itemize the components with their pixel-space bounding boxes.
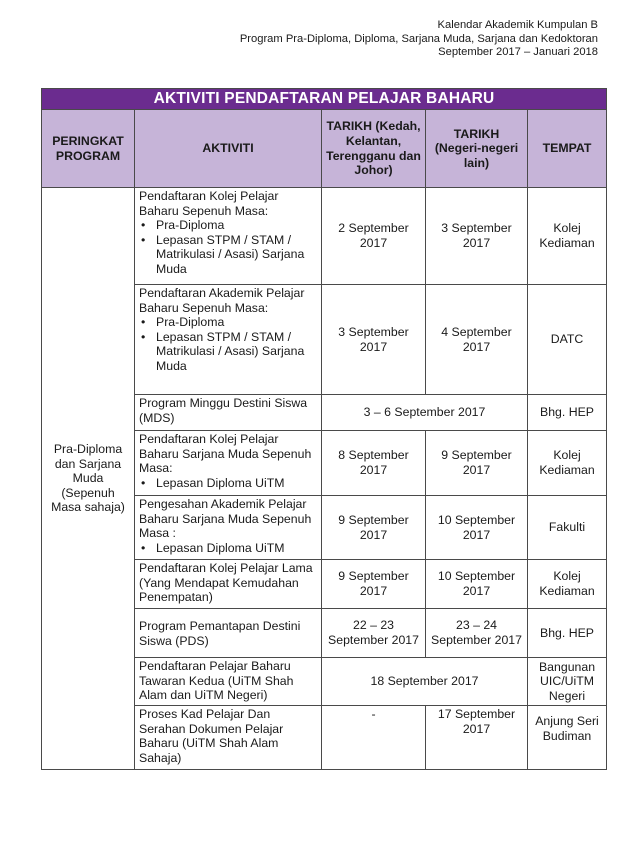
- date-cell-1: 22 – 23 September 2017: [322, 609, 426, 658]
- venue-cell: DATC: [528, 285, 607, 395]
- col-header-aktiviti: AKTIVITI: [135, 110, 322, 188]
- venue-cell: Anjung Seri Budiman: [528, 706, 607, 770]
- date-cell-merged: 18 September 2017: [322, 658, 528, 706]
- venue-cell: Fakulti: [528, 496, 607, 560]
- activity-bullets: [139, 315, 317, 373]
- col-header-tempat: TEMPAT: [528, 110, 607, 188]
- activity-cell: [135, 395, 322, 431]
- date-cell-1: 8 September 2017: [322, 431, 426, 496]
- venue-cell: Bangunan UIC/UiTM Negeri: [528, 658, 607, 706]
- date-cell-merged: 3 – 6 September 2017: [322, 395, 528, 431]
- date-cell-1: 2 September 2017: [322, 188, 426, 285]
- activity-cell: [135, 188, 322, 285]
- venue-cell: Kolej Kediaman: [528, 188, 607, 285]
- list-item: • Lepasan Diploma UiTM: [139, 476, 317, 491]
- venue-cell: Kolej Kediaman: [528, 560, 607, 609]
- header-line-2: Program Pra-Diploma, Diploma, Sarjana Muda, Sarjana dan Kedoktoran: [239, 32, 598, 45]
- list-item: • Lepasan Diploma UiTM: [139, 541, 317, 556]
- col-header-tarikh-2: TARIKH (Negeri-negeri lain): [426, 110, 528, 188]
- col-header-tarikh-1: TARIKH (Kedah, Kelantan, Terengganu dan Johor): [322, 110, 426, 188]
- program-cell: Pra-Diploma dan Sarjana Muda (Sepenuh Masa sahaja): [42, 188, 135, 770]
- activity-text: Pengesahan Akademik Pelajar Baharu Sarjana Muda Sepenuh Masa :: [139, 497, 312, 541]
- date-cell-2: 10 September 2017: [426, 560, 528, 609]
- date-cell-1: 9 September 2017: [322, 560, 426, 609]
- header-line-1: Kalendar Akademik Kumpulan B: [437, 19, 598, 31]
- date-cell-1: 9 September 2017: [322, 496, 426, 560]
- activity-bullets: [139, 541, 317, 556]
- date-cell-2: 4 September 2017: [426, 285, 528, 395]
- date-cell-2: 3 September 2017: [426, 188, 528, 285]
- activity-cell: [135, 431, 322, 496]
- document-header: [240, 19, 598, 60]
- venue-cell: Bhg. HEP: [528, 395, 607, 431]
- activity-text: Pendaftaran Kolej Pelajar Baharu Sepenuh Masa:: [139, 189, 279, 218]
- activity-text: Proses Kad Pelajar Dan Serahan Dokumen Pelajar Baharu (UiTM Shah Alam Sahaja): [139, 707, 284, 765]
- registration-table: [41, 88, 607, 770]
- activity-cell: [135, 560, 322, 609]
- date-cell-2: 23 – 24 September 2017: [426, 609, 528, 658]
- activity-bullets: [139, 476, 317, 491]
- list-item: • Lepasan STPM / STAM / Matrikulasi / Asasi) Sarjana Muda: [139, 233, 317, 277]
- date-cell-1: 3 September 2017: [322, 285, 426, 395]
- activity-text: Program Pemantapan Destini Siswa (PDS): [139, 618, 301, 648]
- activity-text: Pendaftaran Akademik Pelajar Baharu Sepenuh Masa:: [139, 286, 305, 315]
- activity-text: Pendaftaran Pelajar Baharu Tawaran Kedua (UiTM Shah Alam dan UiTM Negeri): [139, 659, 294, 703]
- venue-cell: Kolej Kediaman: [528, 431, 607, 496]
- date-cell-2: 17 September 2017: [426, 706, 528, 770]
- activity-cell: [135, 706, 322, 770]
- list-item: • Pra-Diploma: [139, 315, 317, 330]
- activity-cell: [135, 609, 322, 658]
- activity-text: Program Minggu Destini Siswa (MDS): [139, 396, 308, 425]
- venue-cell: Bhg. HEP: [528, 609, 607, 658]
- activity-cell: [135, 658, 322, 706]
- activity-text: Pendaftaran Kolej Pelajar Lama (Yang Mendapat Kemudahan Penempatan): [139, 561, 313, 605]
- activity-text: Pendaftaran Kolej Pelajar Baharu Sarjana Muda Sepenuh Masa:: [139, 432, 312, 476]
- header-line-3: September 2017 – Januari 2018: [438, 46, 598, 58]
- date-cell-2: 10 September 2017: [426, 496, 528, 560]
- col-header-peringkat: PERINGKAT PROGRAM: [42, 110, 135, 188]
- date-cell-2: 9 September 2017: [426, 431, 528, 496]
- list-item: • Pra-Diploma: [139, 218, 317, 233]
- table-title: AKTIVITI PENDAFTARAN PELAJAR BAHARU: [42, 89, 607, 110]
- list-item: • Lepasan STPM / STAM / Matrikulasi / Asasi) Sarjana Muda: [139, 330, 317, 374]
- activity-cell: [135, 496, 322, 560]
- table-row: [42, 188, 607, 285]
- activity-cell: [135, 285, 322, 395]
- date-cell-1: -: [322, 706, 426, 770]
- activity-bullets: [139, 218, 317, 276]
